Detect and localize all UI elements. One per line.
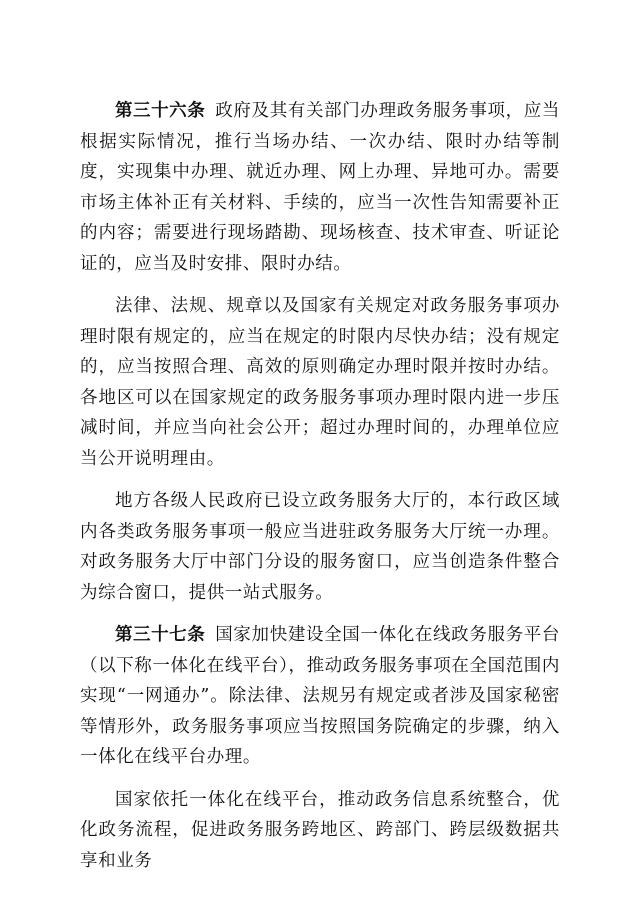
paragraph — [80, 785, 560, 877]
paragraph — [80, 291, 560, 474]
paragraph-text: 地方各级人民政府已设立政务服务大厅的，本行政区域内各类政务服务事项一般应当进驻政务服务大厅统一办理。对政务服务大厅中部门分设的服务窗口，应当创造条件整合为综合窗口，提供一站式服务。 — [80, 491, 560, 603]
paragraph-text: 法律、法规、规章以及国家有关规定对政务服务事项办理时限有规定的，应当在规定的时限内尽快办结；没有规定的，应当按照合理、高效的原则确定办理时限并按时办结。各地区可以在国家规定的政务服务事项办理时限内进一步压减时间，并应当向社会公开；超过办理时间的，办理单位应当公开说明理由。 — [80, 296, 560, 469]
article-number: 第三十六条 — [115, 101, 206, 121]
paragraph-text: 国家加快建设全国一体化在线政务服务平台（以下称一体化在线平台），推动政务服务事项在全国范围内实现“一网通办”。除法律、法规另有规定或者涉及国家秘密等情形外，政务服务事项应当按照国务院确定的步骤，纳入一体化在线平台办理。 — [80, 625, 561, 767]
paragraph-text: 政府及其有关部门办理政务服务事项，应当根据实际情况，推行当场办结、一次办结、限时办结等制度，实现集中办理、就近办理、网上办理、异地可办。需要市场主体补正有关材料、手续的，应当一次性告知需要补正的内容；需要进行现场踏勘、现场核查、技术审查、听证论证的，应当及时安排、限时办结。 — [80, 101, 561, 274]
document-page — [80, 96, 560, 888]
paragraph-article-36 — [80, 96, 560, 279]
paragraph-article-37 — [80, 620, 560, 773]
article-number: 第三十七条 — [115, 625, 206, 645]
paragraph — [80, 486, 560, 608]
paragraph-text: 国家依托一体化在线平台，推动政务信息系统整合，优化政务流程，促进政务服务跨地区、跨部门、跨层级数据共享和业务 — [80, 789, 560, 871]
